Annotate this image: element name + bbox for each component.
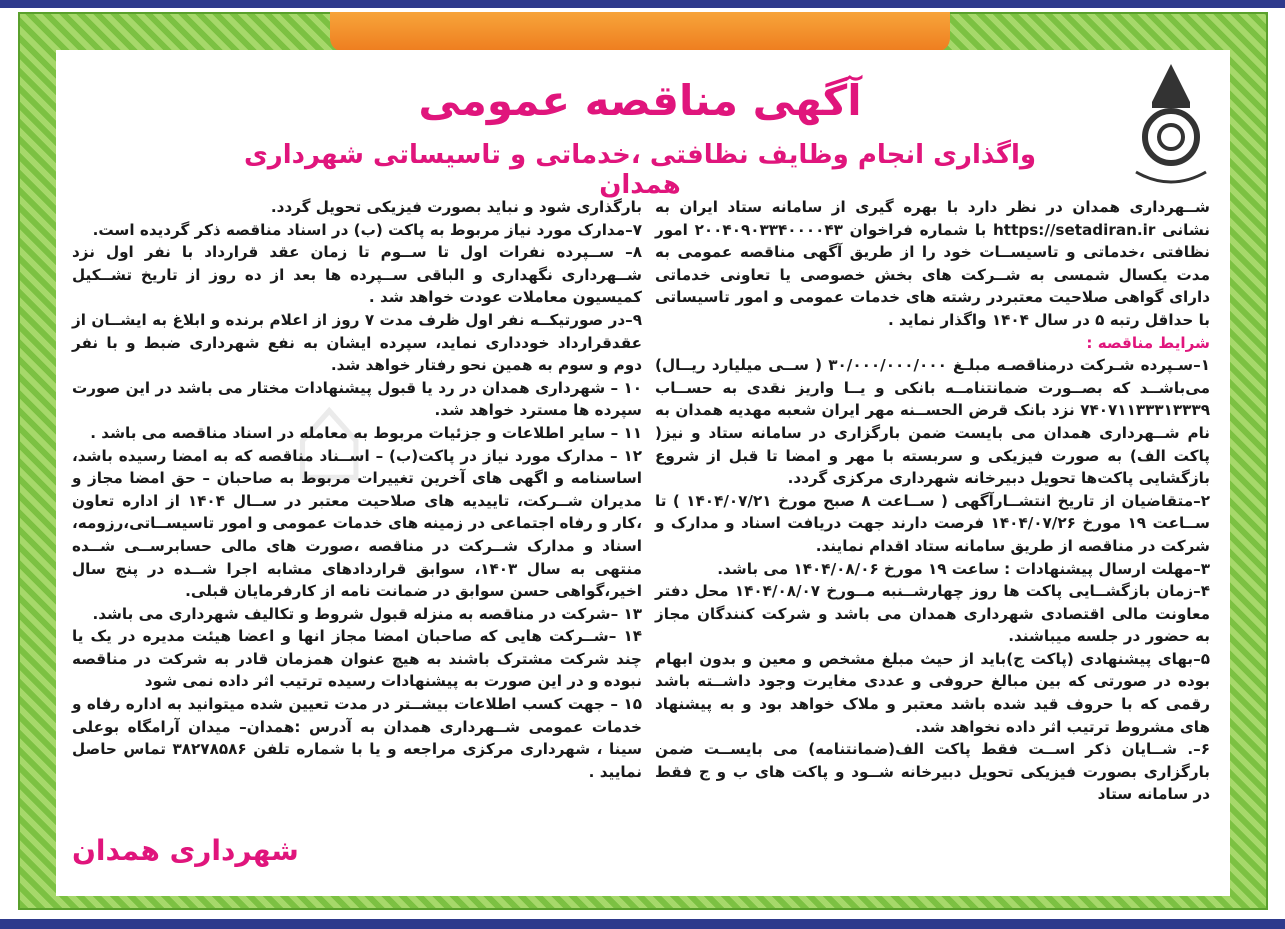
left-column [72,196,642,783]
condition-item: ۷–مدارک مورد نیاز مربوط به پاکت (ب) در اسناد مناقصه ذکر گردیده است. [92,220,642,239]
condition-item: ۵–بهای پیشنهادی (پاکت ج)باید از حیث مبلغ مشخص و معین و بدون ابهام بوده در صورتی که بین مبالغ حروفی و عددی مغایرت وجود داشــته باشد رقمی که با حروف قید شده باشد معتبر و ملاک خواهد بود و به پیشنهاد های مشروط ترتیب اثر داده نخواهد شد. [655,649,1210,736]
right-column [655,196,1210,806]
bottom-bar [0,919,1285,929]
condition-item: ۱۴ –شــرکت هایی که صاحبان امضا مجاز انها و اعضا هیئت مدیره در یک یا چند شرکت مشترک باشند به هیچ عنوان همزمان قادر به شرکت در مناقصه نبوده و در این صورت به پیشنهادات رسیده ترتیب اثر داده نمی شود [72,627,642,691]
condition-item: ۱۲ – مدارک مورد نیاز در پاکت(ب) – اســناد مناقصه که به امضا رسیده باشد، اساسنامه و اگهی های آخرین تغییرات مربوط به صاحبان – حق امضا مجاز و مدیران شــرکت، تاییدیه های صلاحیت معتبر در ســال ۱۴۰۴ از اداره تعاون ،کار و رفاه اجتماعی در زمینه های خدمات عمومی و امور تاسیســاتی،رزومه، اسناد و مدارک شــرکت در مناقصه ،صورت های مالی حسابرســی شــده منتهی به سال ۱۴۰۳، سوابق قراردادهای مشابه اجرا شــده در پنج سال اخیر،گواهی حسن سوابق در ضمانت نامه از کارفرمایان قبلی. [72,446,642,601]
condition-item: ۱۱ – سایر اطلاعات و جزئیات مربوط به معامله در اسناد مناقصه می باشد . [90,423,642,442]
page-subtitle: واگذاری انجام وظایف نظافتی ،خدماتی و تاسیساتی شهرداری همدان [243,140,1037,200]
page-title: آگهی مناقصه عمومی [418,76,862,125]
hamedan-municipality-logo-icon [1130,62,1212,192]
condition-item: بارگذاری شود و نباید بصورت فیزیکی تحویل گردد. [270,198,642,216]
footer-signature: شهرداری همدان [72,834,299,867]
intro-paragraph: شــهرداری همدان در نظر دارد با بهره گیری از سامانه ستاد ایران به نشانی https://setadiran.ir با شماره فراخوان ۲۰۰۴۰۹۰۳۳۴۰۰۰۰۴۳ امور نظافتی ،خدماتی و تاسیســات خود را از طریق آگهی مناقصه عمومی به مدت یکسال شمسی به شــرکت های بخش خصوصی یا تعاونی خدماتی دارای گواهی صلاحیت معتبردر رشته های خدمات عمومی و امور تاسیساتی با حداقل رتبه ۵ در سال ۱۴۰۴ واگذار نماید . [655,198,1211,329]
condition-item: ۳–مهلت ارسال پیشنهادات : ساعت ۱۹ مورخ ۱۴۰۴/۰۸/۰۶ می باشد. [717,559,1210,578]
watermark: ⌂ [290,362,369,508]
condition-item: ۱۳ –شرکت در مناقصه به منزله قبول شروط و تکالیف شهرداری می باشد. [92,604,642,623]
condition-item: ۱۵ – جهت کسب اطلاعات بیشــتر در مدت تعیین شده میتوانید به اداره رفاه و خدمات عمومی شــهرداری همدان به آدرس :همدان– میدان آرامگاه بوعلی سینا ، شهرداری مرکزی مراجعه و یا با شماره تلفن ۳۸۲۷۸۵۸۶ تماس حاصل نمایید . [72,695,643,781]
condition-item: ۸– ســپرده نفرات اول تا ســوم تا زمان عقد قرارداد با نفر اول نزد شــهرداری نگهداری و الباقی ســپرده ها بعد از ده روز از تاریخ تشــکیل کمیسیون معاملات عودت خواهد شد . [72,243,642,307]
conditions-heading: شرایط مناقصه : [1086,333,1210,352]
condition-item: ۴–زمان بازگشــایی پاکت ها روز چهارشــنبه مــورخ ۱۴۰۴/۰۸/۰۷ محل دفتر معاونت مالی اقتصادی شهرداری همدان می باشد و شرکت کنندگان مجاز به حضور در جلسه میباشند. [655,582,1210,646]
condition-item: ۹–در صورتیکــه نفر اول ظرف مدت ۷ روز از اعلام برنده و ابلاغ به ایشــان از عقدقرارداد خودداری نماید، سپرده ایشان به نفع شهرداری ضبط و با نفر دوم و سوم به همین نحو رفتار خواهد شد. [72,310,642,375]
top-bar [0,0,1285,8]
condition-item: ۱–سـپرده شـرکت درمناقصـه مبلـغ ۳۰/۰۰۰/۰۰۰/۰۰۰ ( ســی میلیارد ریــال) می‌باشــد که بصــورت ضمانتنامــه بانکی و یــا واریز نقدی به حســاب ۷۴۰۷۱۱۳۳۳۱۳۳۳۹ نزد بانک قرض الحســنه مهر ایران شعبه مهدیه همدان به نام شــهرداری همدان می بایست ضمن بارگزاری در سامانه ستاد و نیز( پاکت الف) به صورت فیزیکی و سربسته با مهر و امضا تا قبل از شروع بازگشایی پاکت‌ها تحویل دبیرخانه شهرداری مرکزی گردد. [655,356,1210,488]
condition-item: ۲–متقاضیان از تاریخ انتشــارآگهی ( ســاعت ۸ صبح مورخ ۱۴۰۴/۰۷/۲۱ ) تا ســاعت ۱۹ مورخ ۱۴۰۴/۰۷/۲۶ فرصت دارند جهت دریافت اسناد و مدارک و شرکت در مناقصه از طریق سامانه ستاد اقدام نمایند. [655,491,1210,555]
condition-item: ۱۰ – شهرداری همدان در رد یا قبول پیشنهادات مختار می باشد در این صورت سپرده ها مسترد خواهد شد. [72,378,642,420]
orange-header-tab [330,12,950,52]
condition-item: ۶–. شــایان ذکر اســت فقط پاکت الف(ضمانتنامه) می بایســت ضمن بارگزاری بصورت فیزیکی تحویل دبیرخانه شــود و پاکت های ب و ج فقط در سامانه ستاد [655,740,1210,804]
